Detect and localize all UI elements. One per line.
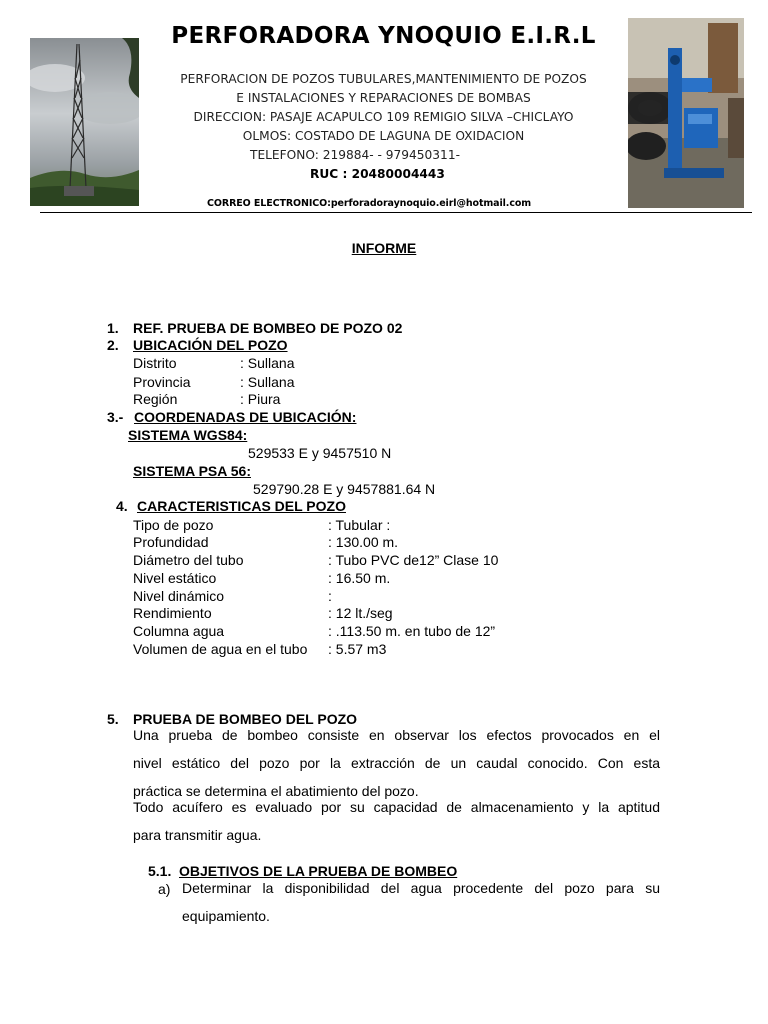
section-4-title: CARACTERISTICAS DEL POZO bbox=[137, 498, 346, 514]
section-1-reference: REF. PRUEBA DE BOMBEO DE POZO 02 bbox=[133, 320, 403, 336]
wgs84-coordinates: 529533 E y 9457510 N bbox=[248, 445, 392, 461]
section-2-title: UBICACIÓN DEL POZO bbox=[133, 337, 288, 353]
psa56-system-title: SISTEMA PSA 56: bbox=[133, 463, 251, 479]
location-label-district: Distrito bbox=[133, 355, 177, 371]
pump-test-paragraph-line-1: Una prueba de bombeo consiste en observar los efectos provocados en el bbox=[133, 727, 660, 743]
header-divider bbox=[40, 212, 752, 213]
psa56-coordinates: 529790.28 E y 9457881.64 N bbox=[253, 481, 436, 497]
section-5-title: PRUEBA DE BOMBEO DEL POZO bbox=[133, 711, 358, 727]
location-value-province: : Sullana bbox=[240, 374, 295, 390]
document-title: INFORME bbox=[351, 240, 417, 256]
objective-a-line-1: Determinar la disponibilidad del agua procedente del pozo para su bbox=[182, 880, 660, 896]
drilling-tower-photo bbox=[30, 38, 139, 206]
header-line-address: DIRECCION: PASAJE ACAPULCO 109 REMIGIO SILVA –CHICLAYO bbox=[193, 110, 574, 124]
wgs84-system-title: SISTEMA WGS84: bbox=[128, 427, 248, 443]
well-label-water-column: Columna agua bbox=[133, 623, 225, 639]
well-value-dynamic-level: : bbox=[328, 588, 332, 604]
pump-equipment-photo bbox=[628, 18, 744, 208]
header-line-repairs: E INSTALACIONES Y REPARACIONES DE BOMBAS bbox=[236, 91, 531, 105]
well-value-water-volume: : 5.57 m3 bbox=[328, 641, 387, 657]
header-line-services: PERFORACION DE POZOS TUBULARES,MANTENIMIENTO DE POZOS bbox=[180, 72, 587, 86]
section-2-number: 2. bbox=[107, 337, 119, 353]
well-label-depth: Profundidad bbox=[133, 534, 209, 550]
section-4-number: 4. bbox=[116, 498, 128, 514]
well-label-water-volume: Volumen de agua en el tubo bbox=[133, 641, 308, 657]
header-line-phone: TELEFONO: 219884- - 979450311- bbox=[250, 148, 460, 162]
company-name: PERFORADORA YNOQUIO E.I.R.L bbox=[171, 23, 596, 49]
well-value-type: : Tubular : bbox=[328, 517, 391, 533]
well-label-static-level: Nivel estático bbox=[133, 570, 217, 586]
well-label-type: Tipo de pozo bbox=[133, 517, 214, 533]
pump-test-paragraph-line-4: Todo acuífero es evaluado por su capacidad de almacenamiento y la aptitud bbox=[133, 799, 660, 815]
well-value-depth: : 130.00 m. bbox=[328, 534, 399, 550]
section-3-title: COORDENADAS DE UBICACIÓN: bbox=[134, 409, 357, 425]
objective-a-line-2: equipamiento. bbox=[182, 908, 270, 924]
objective-a-marker: a) bbox=[158, 881, 171, 897]
section-1-number: 1. bbox=[107, 320, 119, 336]
location-label-province: Provincia bbox=[133, 374, 191, 390]
pump-test-paragraph-line-5: para transmitir agua. bbox=[133, 827, 262, 843]
pump-test-paragraph-line-2: nivel estático del pozo por la extracción de un caudal conocido. Con esta bbox=[133, 755, 660, 771]
header-line-olmos: OLMOS: COSTADO DE LAGUNA DE OXIDACION bbox=[242, 129, 525, 143]
location-label-region: Región bbox=[133, 391, 178, 407]
location-value-district: : Sullana bbox=[240, 355, 295, 371]
well-value-static-level: : 16.50 m. bbox=[328, 570, 391, 586]
well-label-yield: Rendimiento bbox=[133, 605, 212, 621]
well-label-dynamic-level: Nivel dinámico bbox=[133, 588, 225, 604]
well-value-yield: : 12 lt./seg bbox=[328, 605, 393, 621]
subsection-5-1-number: 5.1. bbox=[148, 863, 172, 879]
section-5-number: 5. bbox=[107, 711, 119, 727]
subsection-5-1-title: OBJETIVOS DE LA PRUEBA DE BOMBEO bbox=[179, 863, 458, 879]
well-label-diameter: Diámetro del tubo bbox=[133, 552, 244, 568]
well-value-diameter: : Tubo PVC de12” Clase 10 bbox=[328, 552, 499, 568]
location-value-region: : Piura bbox=[240, 391, 281, 407]
pump-test-paragraph-line-3: práctica se determina el abatimiento del pozo. bbox=[133, 783, 419, 799]
section-3-number: 3.- bbox=[107, 409, 124, 425]
well-value-water-column: : .113.50 m. en tubo de 12” bbox=[328, 623, 496, 639]
header-email: CORREO ELECTRONICO:perforadoraynoquio.eirl@hotmail.com bbox=[207, 198, 532, 209]
header-ruc: RUC : 20480004443 bbox=[310, 167, 445, 181]
